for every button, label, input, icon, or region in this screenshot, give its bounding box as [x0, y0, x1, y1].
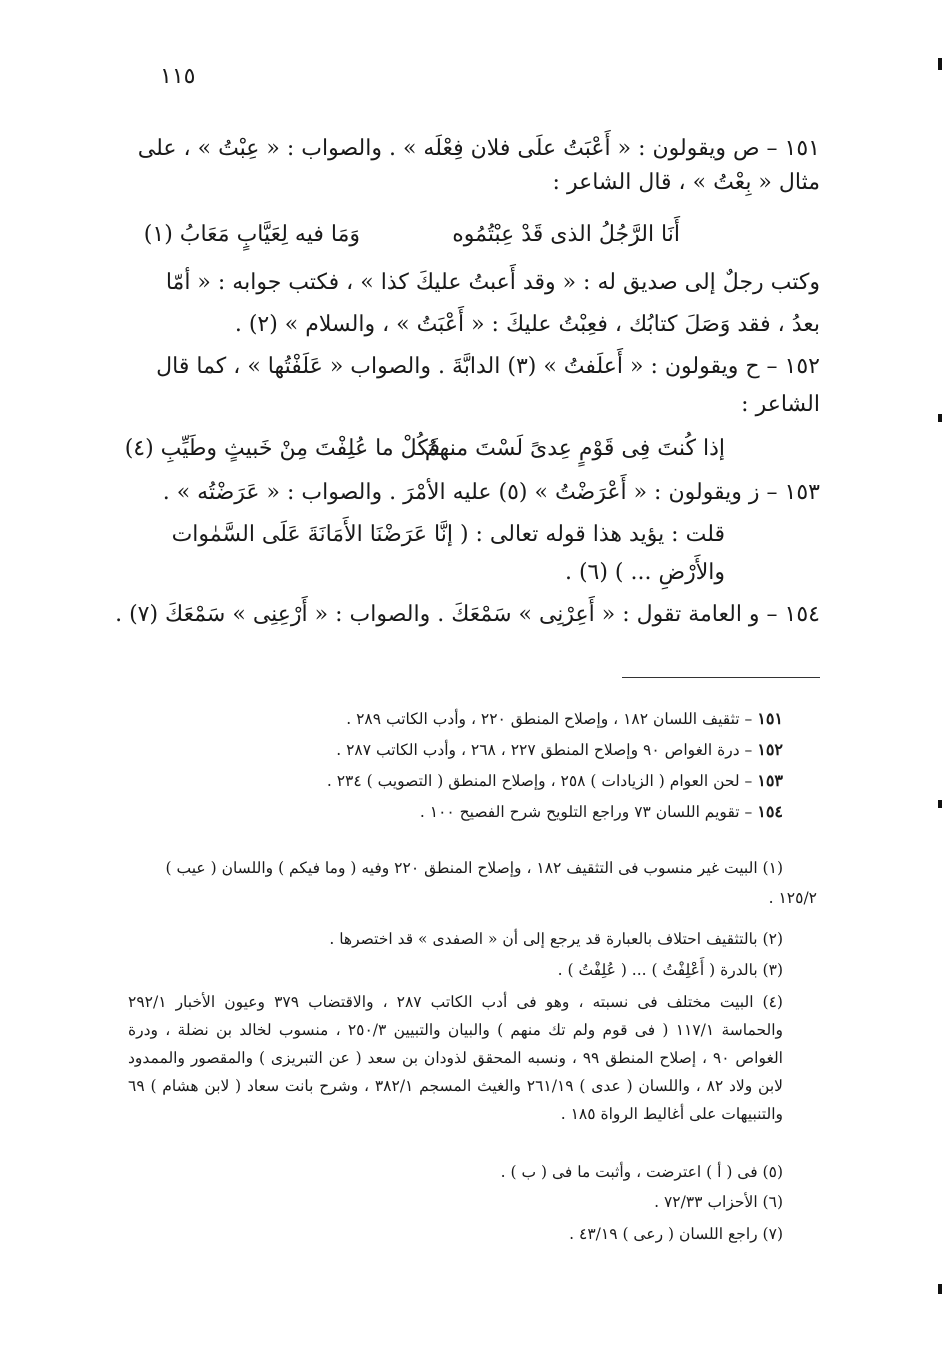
edge-mark — [938, 1284, 942, 1294]
source-note-154 — [420, 798, 783, 826]
source-number: ١٥٢ — [757, 740, 783, 759]
edge-mark — [938, 414, 942, 422]
text-line: والأَرْضِ ... ) (٦) . — [564, 560, 725, 585]
footnote-divider — [622, 677, 820, 678]
source-number: ١٥١ — [757, 709, 783, 728]
source-text: – درة الغواص ٩٠ وإصلاح المنطق ٢٢٧ ، ٢٦٨ ، وأدب الكاتب ٢٨٧ . — [336, 741, 753, 759]
source-note-151 — [346, 705, 783, 733]
verse-1-first-hemistich: أَنَا الرَّجُلُ الذى قَدْ عِبْتُمُوه — [452, 222, 680, 247]
source-text: – تثقيف اللسان ١٨٢ ، وإصلاح المنطق ٢٢٠ ، وأدب الكاتب ٢٨٩ . — [346, 710, 753, 728]
footnote-4: (٤) البيت مختلف فى نسبته ، وهو فى أدب الكاتب ٢٨٧ ، والاقتضاب ٣٧٩ وعيون الأخبار ٢٩٢/١ والحماسة ١١٧/١ ( فى قوم ولم تك منهم ) والبيان والتبيين ٢٥٠/٣ ، منسوب لخالد بن نضلة ، ودرة الغواص ٩٠ ، إصلاح المنطق ٩٩ ، ونسبه المحقق لذودان بن سعد ( عن التبريزى ) والمقصور والممدود لابن ولاد ٨٢ ، واللسان ( عدى ) ٢٦١/١٩ والغيث المسجم ٣٨٢/١ ، وشرح بانت سعاد ( لابن هشام ) ٦٩ والتنبيهات على أغاليط الرواة ١٨٥ . — [128, 993, 783, 1123]
footnote-7: (٧) راجع اللسان ( رعى ) ٤٣/١٩ . — [569, 1225, 783, 1243]
edge-mark — [938, 58, 942, 70]
text-line: وكتب رجلٌ إلى صديق له : « وقد أَعبتُ عليكَ كذا » ، فكتب جوابه : « أمّا — [165, 270, 820, 295]
edge-mark — [938, 800, 942, 808]
source-note-153 — [327, 767, 783, 795]
footnote-1: (١) البيت غير منسوب فى التثقيف ١٨٢ ، وإصلاح المنطق ٢٢٠ وفيه ( وما فيكم ) واللسان ( عيب ) — [165, 859, 783, 877]
text-line: ١٥٢ – ح ويقولون : « أَعلَفتُ » (٣) الدابَّةَ . والصواب « عَلَفْتُها » ، كما قال — [156, 354, 820, 379]
text-line: مثال « بِعْتُ » ، قال الشاعر : — [552, 170, 820, 195]
text-line: الشاعر : — [741, 392, 820, 417]
text-line: ١٥١ – ص ويقولون : « أَعْبَتُ علَى فلان فِعْلَه » . والصواب : « عِبْتُ » ، على — [137, 136, 820, 161]
footnote-3: (٣) بالدرة ( أَعْلِفْتُ ) ... ( عُلِفْتُ ) . — [557, 961, 783, 979]
verse-2-first-hemistich: إذا كُنتَ فِى قَوْمٍ عِدىً لَسْتَ منهمُ — [424, 436, 725, 461]
source-number: ١٥٤ — [757, 802, 783, 821]
footnote-6: (٦) الأحزاب ٧٢/٣٣ . — [654, 1193, 783, 1211]
source-text: – تقويم اللسان ٧٣ وراجع التلويح شرح الفصيح ١٠٠ . — [419, 803, 753, 821]
text-line: بعدُ ، فقد وَصَلَ كتابُك ، فعِبْتُ عليكَ : « أَعْبَتُ » ، والسلام » (٢) . — [234, 312, 820, 337]
source-text: – لحن العوام ( الزيادات ) ٢٥٨ ، وإصلاح المنطق ( التصويب ) ٢٣٤ . — [326, 772, 753, 790]
main-text — [115, 132, 820, 652]
footnote-5: (٥) فى ( أ ) اعترضت ، وأثبت ما فى ( ب ) . — [500, 1163, 783, 1181]
verse-2-second-hemistich: فَكُلْ ما عُلِفْتَ مِنْ خَبيثٍ وطَيِّبِ (٤) — [124, 436, 440, 461]
page-number: ١١٥ — [160, 64, 196, 89]
text-line: ١٥٣ – ز ويقولون : « أَعْرَضْتُ » (٥) عليه الأمْرَ . والصواب : « عَرَضْتُه » . — [162, 480, 820, 505]
footnote-2: (٢) بالتثقيف احتلاف بالعبارة قد يرجع إلى أن « الصفدى » قد اختصرها . — [329, 930, 783, 948]
verse-1-second-hemistich: وَمَا فيه لِعَيَّابٍ مَعَابُ (١) — [143, 222, 360, 247]
text-line: قلت : يؤيد هذا قوله تعالى : ( إنَّا عَرَضْنَا الأَمَانَةَ عَلَى السَّمٰوات — [171, 522, 725, 547]
footnote-1-continued: ١٢٥/٢ . — [768, 889, 817, 907]
source-note-152 — [336, 736, 783, 764]
source-number: ١٥٣ — [757, 771, 783, 790]
text-line: ١٥٤ – و العامة تقول : « أَعِرْنِى » سَمْعَكَ . والصواب : « أَرْعِنِى » سَمْعَكَ (٧) . — [115, 602, 820, 627]
